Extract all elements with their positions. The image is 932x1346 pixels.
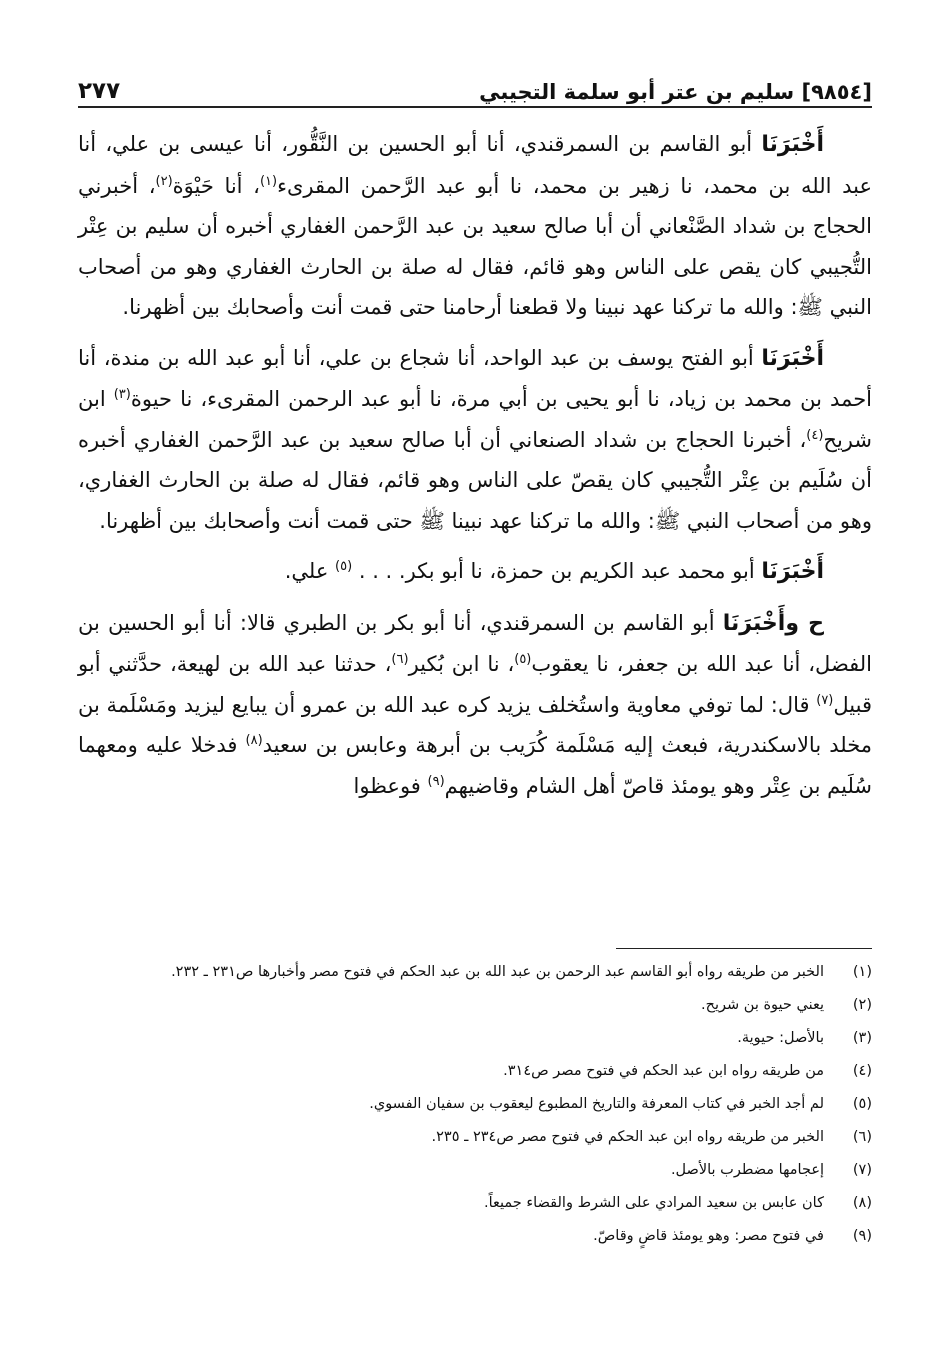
footnote <box>100 989 872 1022</box>
footnote <box>100 1220 872 1253</box>
footnote-ref: (٨) <box>245 733 263 748</box>
text-segment: فوعظوا <box>353 773 428 798</box>
footnote <box>100 1088 872 1121</box>
footnote-ref: (١) <box>259 173 278 189</box>
footnote-text: كان عابس بن سعيد المرادي على الشرط والقضاء جميعاً. <box>484 1195 824 1211</box>
footnote-number: (٤) <box>852 1063 872 1079</box>
footnote-number: (١) <box>852 964 872 980</box>
keyword: ح وأَخْبَرَنَا <box>722 610 824 636</box>
footnote-ref: (٤) <box>806 427 824 443</box>
paragraph-3 <box>78 551 872 593</box>
text-segment: ابن شريح <box>78 387 872 452</box>
text-segment: أبو الفتح يوسف بن عبد الواحد، أنا شجاع بن علي، أنا أبو عبد الله بن مندة، أنا أحمد بن محمد بن زياد، نا أبو يحيى بن أبي مرة، نا أبو عبد الرحمن المقرىء، نا حيوة <box>78 345 873 411</box>
footnote-number: (٣) <box>852 1030 872 1046</box>
footnote-text: من طريقه رواه ابن عبد الحكم في فتوح مصر ص٣١٤. <box>503 1063 824 1079</box>
text-segment: ، نا ابن بُكير <box>408 652 515 676</box>
header-title: [٩٨٥٤] سليم بن عتر أبو سلمة التجيبي <box>479 80 872 104</box>
footnote-text: الخبر من طريقه رواه ابن عبد الحكم في فتوح مصر ص٢٣٤ ـ ٢٣٥. <box>431 1129 824 1145</box>
footnote-ref: (٥) <box>335 559 353 574</box>
footnote-text: بالأصل: حيوية. <box>737 1030 824 1046</box>
footnote-number: (٥) <box>852 1096 872 1112</box>
text-segment: ، أنا حَيْوَة <box>172 173 260 198</box>
footnote <box>100 1121 872 1154</box>
text-segment: قال: لما توفي معاوية واستُخلف يزيد كره عبد الله بن عمرو أن يبايع ليزيد ومَسْلَمة بن مخلد بالاسكندرية، فبعث إليه مَسْلَمة كُرَيب بن أبرهة وعابس بن سعيد <box>78 692 872 757</box>
footnote-rule <box>616 948 872 949</box>
footnotes-list <box>100 956 872 1253</box>
text-segment: ، أخبرني الحجاج بن شداد الصَّنْعاني أن أبا صالح سعيد بن عبد الرَّحمن الغفاري أخبره أن سليم بن عِتْر التُّجيبي كان يقص على الناس وهو قائم، فقال له صلة بن الحارث الغفاري وهو من أصحاب النبي ﷺ: والله ما تركنا عهد نبينا ولا قطعنا أرحامنا حتى قمت أنت وأصحابك بين أظهرنا. <box>78 173 872 319</box>
footnote <box>100 1154 872 1187</box>
footnote <box>100 1055 872 1088</box>
text-segment: أبو القاسم بن السمرقندي، أنا أبو بكر بن الطبري قالا: أنا أبو الحسين بن الفضل، أنا عبد الله بن جعفر، نا يعقوب <box>78 610 873 676</box>
footnote-number: (٨) <box>852 1195 872 1211</box>
footnote-ref: (٥) <box>514 652 532 667</box>
keyword: أَخْبَرَنَا <box>761 132 824 157</box>
paragraph-2 <box>78 338 872 542</box>
footnote <box>100 956 872 989</box>
footnote <box>100 1022 872 1055</box>
footnote-number: (٩) <box>852 1228 872 1244</box>
text-segment: فدخلا عليه ومعهما سُلَيم بن عِتْر وهو يومئذ قاصّ أهل الشام وقاضيهم <box>78 733 872 798</box>
keyword: أَخْبَرَنَا <box>761 559 824 584</box>
footnote-number: (٧) <box>852 1162 872 1178</box>
text-segment: أبو محمد عبد الكريم بن حمزة، نا أبو بكر. . . . <box>352 559 762 583</box>
footnote-text: في فتوح مصر: وهو يومئذ قاضٍ وقاصّ. <box>593 1228 824 1244</box>
body-text <box>78 124 872 816</box>
paragraph-1 <box>78 124 872 328</box>
footnote-text: لم أجد الخبر في كتاب المعرفة والتاريخ المطبوع ليعقوب بن سفيان الفسوي. <box>369 1096 824 1112</box>
header-rule <box>78 106 872 108</box>
text-segment: ، أخبرنا الحجاج بن شداد الصنعاني أن أبا صالح سعيد بن عبد الرَّحمن الغفاري أخبره أن سُلَيم بن عِتْر التُّجيبي كان يقصّ على الناس وهو قائم، فقال له صلة بن الحارث الغفاري، وهو من أصحاب النبي ﷺ: والله ما تركنا عهد نبينا ﷺ حتى قمت أنت وأصحابك بين أظهرنا. <box>78 427 872 533</box>
footnote-text: الخبر من طريقه رواه أبو القاسم عبد الرحمن بن عبد الله بن عبد الحكم في فتوح مصر وأخبارها ص٢٣١ ـ ٢٣٢. <box>171 964 824 980</box>
text-segment: علي. <box>284 559 336 583</box>
text-segment: ، حدثنا عبد الله بن لهيعة، حدَّثني أبو قبيل <box>78 652 872 717</box>
footnote-ref: (٢) <box>155 173 173 189</box>
footnote-number: (٦) <box>852 1129 872 1145</box>
footnote-ref: (٣) <box>113 387 131 402</box>
text-segment: أبو القاسم بن السمرقندي، أنا أبو الحسين بن النَّقُّور، أنا عيسى بن علي، أنا عبد الله بن محمد، نا زهير بن محمد، نا أبو عبد الرَّحمن المقرىء <box>78 132 872 198</box>
footnote-ref: (٩) <box>427 773 445 789</box>
running-head <box>78 64 872 104</box>
paragraph-4 <box>78 603 872 807</box>
footnote-number: (٢) <box>852 997 872 1013</box>
page-number: ٢٧٧ <box>78 78 121 104</box>
footnote-text: إعجامها مضطرب بالأصل. <box>670 1162 824 1178</box>
keyword: أَخْبَرَنَا <box>761 345 824 371</box>
footnote-ref: (٧) <box>816 692 834 708</box>
footnote-text: يعني حيوة بن شريح. <box>701 997 824 1013</box>
footnote-ref: (٦) <box>391 652 409 667</box>
footnote <box>100 1187 872 1220</box>
